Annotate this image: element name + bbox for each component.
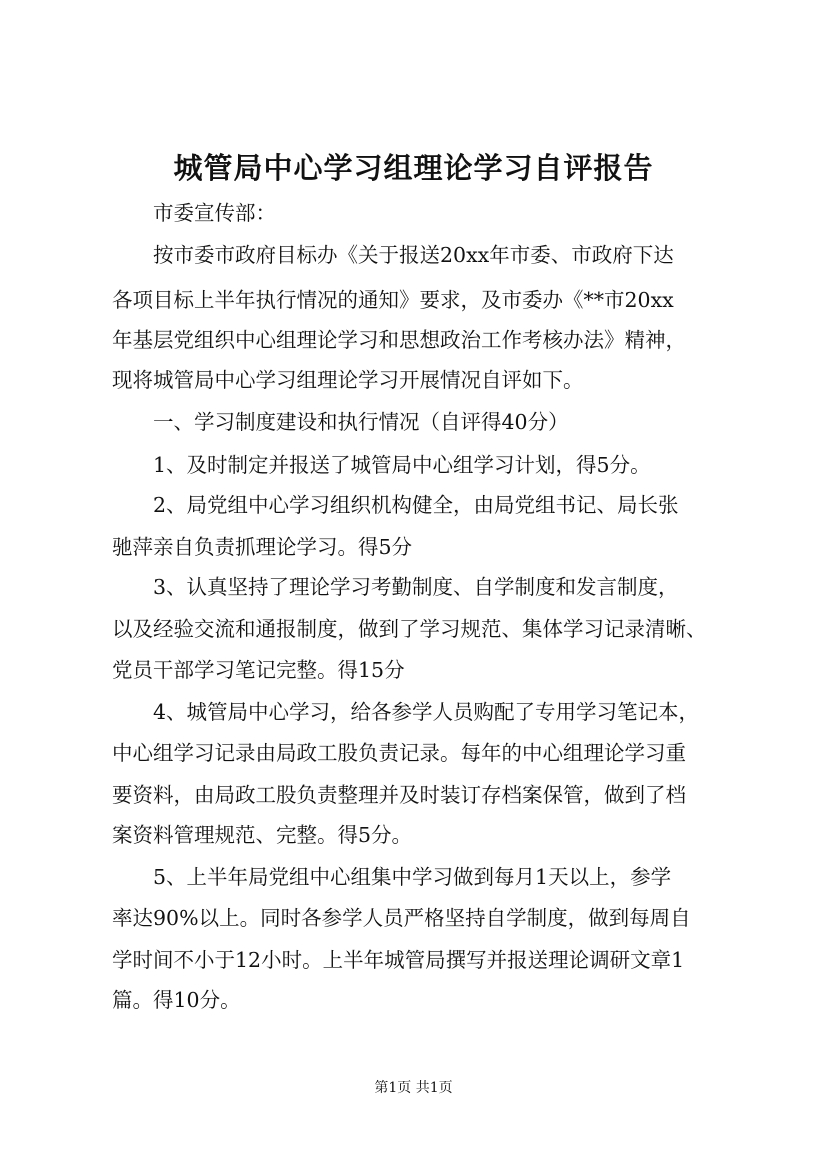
section-heading: 一、学习制度建设和执行情况（自评得40分）: [153, 410, 569, 434]
paragraph-line: 率达90%以上。同时各参学人员严格坚持自学制度，做到每周自: [112, 906, 691, 930]
paragraph-line: 现将城管局中心学习组理论学习开展情况自评如下。: [112, 368, 584, 392]
paragraph-line: 以及经验交流和通报制度，做到了学习规范、集体学习记录清晰、: [112, 617, 707, 641]
salutation: 市委宣传部：: [153, 201, 276, 225]
document-title: 城管局中心学习组理论学习自评报告: [173, 151, 654, 185]
paragraph-line: 篇。得10分。: [112, 988, 241, 1012]
paragraph-line: 驰萍亲自负责抓理论学习。得5分: [112, 535, 413, 559]
paragraph-line: 党员干部学习笔记完整。得15分: [112, 658, 405, 682]
paragraph-line: 3、认真坚持了理论学习考勤制度、自学制度和发言制度，: [153, 575, 679, 599]
paragraph-line: 2、局党组中心学习组织机构健全，由局党组书记、局长张: [153, 493, 679, 517]
paragraph-line: 要资料，由局政工股负责整理并及时装订存档案保管，做到了档: [112, 783, 686, 807]
paragraph-line: 案资料管理规范、完整。得5分。: [112, 823, 413, 847]
page-footer: 第1页 共1页: [374, 1080, 453, 1096]
paragraph-line: 按市委市政府目标办《关于报送20xx年市委、市政府下达: [153, 243, 674, 267]
paragraph-line: 5、上半年局党组中心组集中学习做到每月1天以上，参学: [153, 865, 672, 889]
paragraph-line: 4、城管局中心学习，给各参学人员购配了专用学习笔记本，: [153, 700, 700, 724]
paragraph-line: 1、及时制定并报送了城管局中心组学习计划，得5分。: [153, 453, 651, 477]
paragraph-line: 中心组学习记录由局政工股负责记录。每年的中心组理论学习重: [112, 741, 686, 765]
paragraph-line: 学时间不小于12小时。上半年城管局撰写并报送理论调研文章1: [112, 948, 685, 972]
paragraph-line: 年基层党组织中心组理论学习和思想政治工作考核办法》精神，: [112, 328, 686, 352]
paragraph-line: 各项目标上半年执行情况的通知》要求，及市委办《**市20xx: [112, 288, 674, 312]
